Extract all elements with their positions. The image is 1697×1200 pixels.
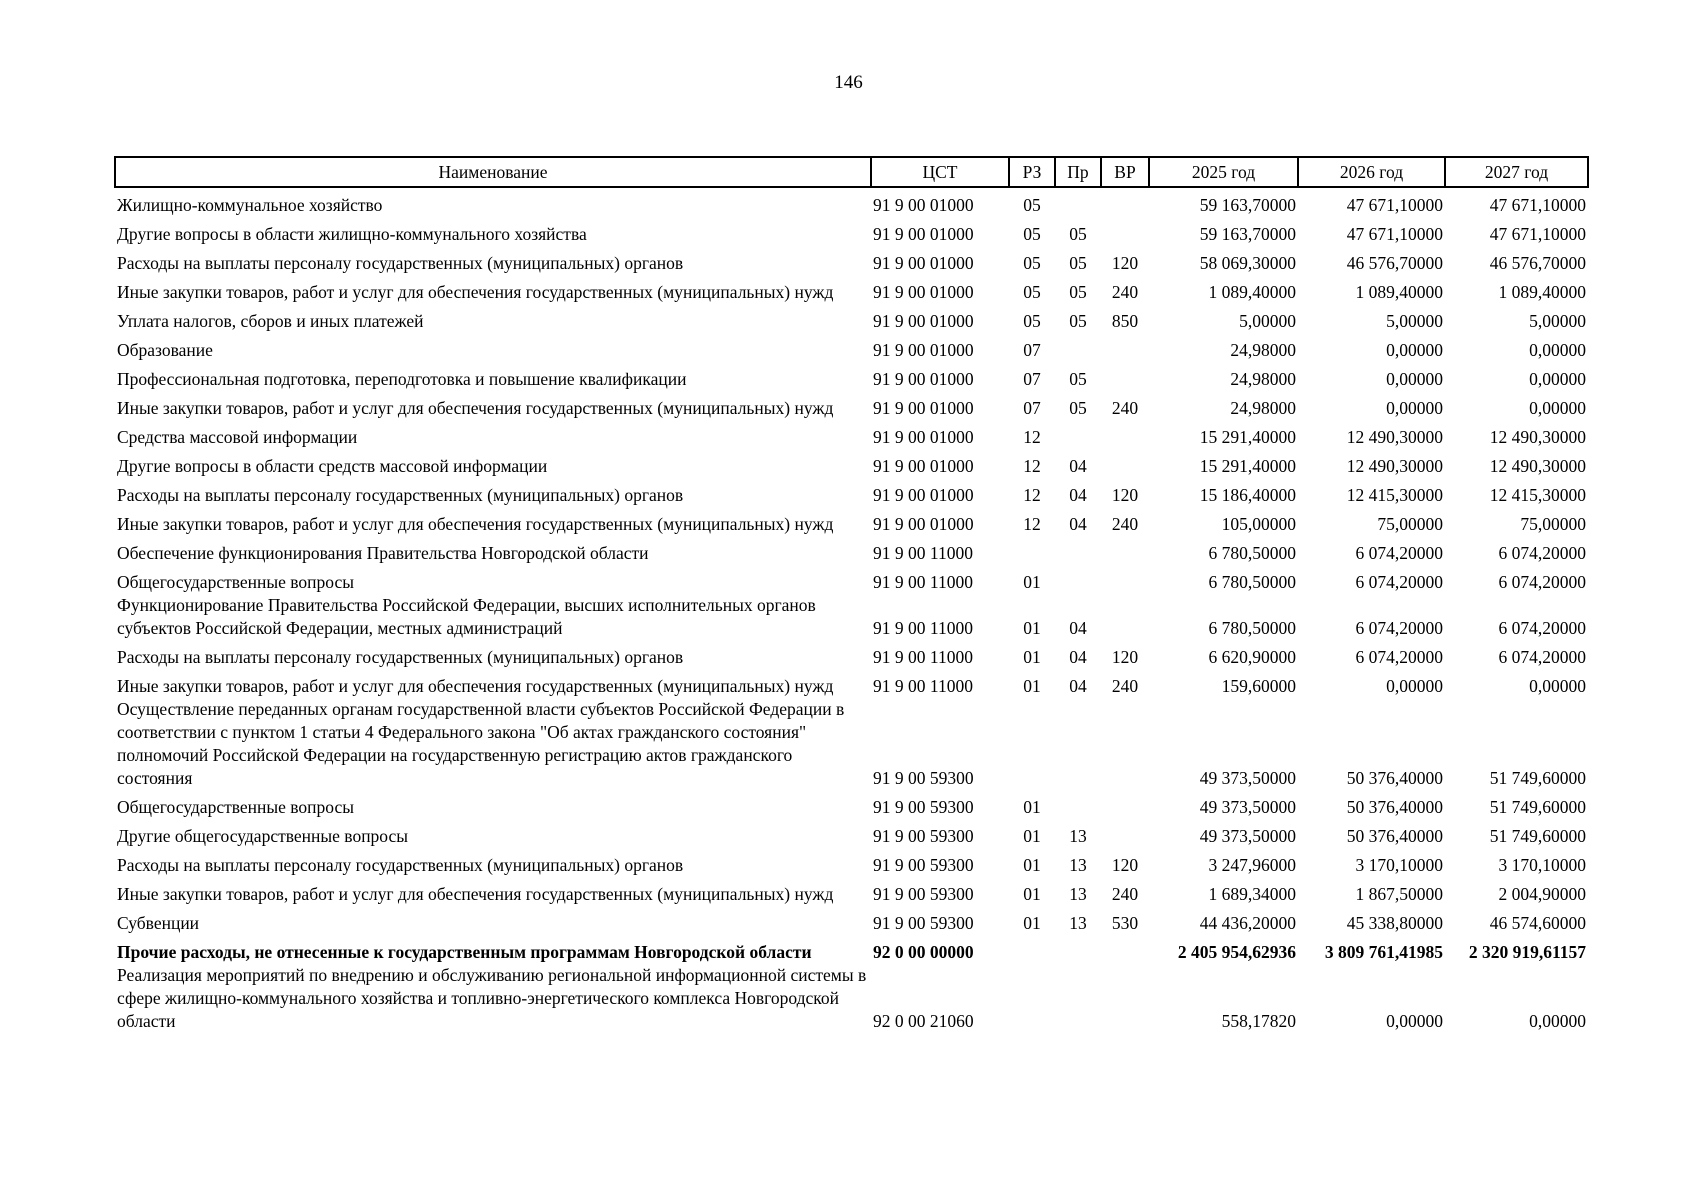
row-pr-cell xyxy=(1055,187,1101,217)
row-vr-cell xyxy=(1101,333,1149,362)
row-cst-cell: 91 9 00 01000 xyxy=(873,427,974,447)
row-2026-cell: 47 671,10000 xyxy=(1346,195,1443,215)
row-2027-cell: 51 749,60000 xyxy=(1489,768,1586,788)
row-2025-cell: 15 186,40000 xyxy=(1199,485,1296,505)
row-2027-cell: 12 415,30000 xyxy=(1489,485,1586,505)
row-cst-cell: 91 9 00 01000 xyxy=(873,195,974,215)
row-vr-cell: 120 xyxy=(1111,253,1139,273)
row-pr-cell: 05 xyxy=(1069,398,1087,418)
row-rz-cell: 01 xyxy=(1023,855,1041,875)
row-name-cell: Иные закупки товаров, работ и услуг для обеспечения государственных (муниципальных) нужд xyxy=(117,514,834,534)
row-2025-cell: 49 373,50000 xyxy=(1199,826,1296,846)
row-rz-cell: 01 xyxy=(1023,826,1041,846)
row-2027-cell: 47 671,10000 xyxy=(1489,195,1586,215)
row-rz-cell: 05 xyxy=(1023,195,1041,215)
row-pr-cell: 13 xyxy=(1069,826,1087,846)
table-row xyxy=(115,536,1588,565)
row-rz-cell: 12 xyxy=(1023,485,1041,505)
row-rz-cell: 01 xyxy=(1023,884,1041,904)
row-cst-cell: 91 9 00 59300 xyxy=(873,768,974,788)
row-pr-cell: 04 xyxy=(1069,618,1087,638)
row-2026-cell: 46 576,70000 xyxy=(1346,253,1443,273)
row-cst-cell: 91 9 00 59300 xyxy=(873,913,974,933)
row-2026-cell: 12 415,30000 xyxy=(1346,485,1443,505)
row-2026-cell: 50 376,40000 xyxy=(1346,797,1443,817)
table-row xyxy=(115,640,1588,669)
row-pr-cell: 05 xyxy=(1069,253,1087,273)
row-cst-cell: 91 9 00 01000 xyxy=(873,311,974,331)
table-row xyxy=(115,964,1588,1033)
budget-table xyxy=(114,156,1589,1033)
row-rz-cell: 01 xyxy=(1023,572,1041,592)
row-name-cell: Функционирование Правительства Российской Федерации, высших исполнительных органов субъектов Российской Федерации, местных администраций xyxy=(117,595,816,638)
row-2027-cell: 12 490,30000 xyxy=(1489,427,1586,447)
row-name-cell: Другие вопросы в области средств массовой информации xyxy=(117,456,548,476)
row-2026-cell: 12 490,30000 xyxy=(1346,427,1443,447)
row-name-cell: Другие общегосударственные вопросы xyxy=(117,826,409,846)
table-row xyxy=(115,565,1588,594)
row-name-cell: Прочие расходы, не отнесенные к государственным программам Новгородской области xyxy=(117,942,812,962)
row-rz-cell: 01 xyxy=(1023,913,1041,933)
row-rz-cell xyxy=(1009,698,1055,790)
row-2025-cell: 105,00000 xyxy=(1221,514,1296,534)
table-row xyxy=(115,848,1588,877)
row-2027-cell: 47 671,10000 xyxy=(1489,224,1586,244)
row-name-cell: Иные закупки товаров, работ и услуг для обеспечения государственных (муниципальных) нужд xyxy=(117,282,834,302)
row-2027-cell: 0,00000 xyxy=(1529,676,1586,696)
row-2025-cell: 3 247,96000 xyxy=(1208,855,1296,875)
row-name-cell: Уплата налогов, сборов и иных платежей xyxy=(117,311,424,331)
row-vr-cell: 240 xyxy=(1111,676,1139,696)
row-2027-cell: 46 576,70000 xyxy=(1489,253,1586,273)
row-cst-cell: 91 9 00 01000 xyxy=(873,224,974,244)
row-pr-cell: 04 xyxy=(1069,676,1087,696)
row-pr-cell: 04 xyxy=(1069,485,1087,505)
row-vr-cell: 850 xyxy=(1111,311,1139,331)
row-name-cell: Общегосударственные вопросы xyxy=(117,797,355,817)
row-name-cell: Расходы на выплаты персоналу государственных (муниципальных) органов xyxy=(117,485,684,505)
table-row xyxy=(115,333,1588,362)
row-cst-cell: 91 9 00 01000 xyxy=(873,514,974,534)
row-vr-cell xyxy=(1101,964,1149,1033)
row-pr-cell: 05 xyxy=(1069,311,1087,331)
table-row xyxy=(115,362,1588,391)
row-cst-cell: 91 9 00 01000 xyxy=(873,456,974,476)
row-2025-cell: 1 689,34000 xyxy=(1208,884,1296,904)
row-cst-cell: 91 9 00 01000 xyxy=(873,369,974,389)
row-cst-cell: 91 9 00 01000 xyxy=(873,398,974,418)
column-header-name: Наименование xyxy=(115,157,871,187)
row-2027-cell: 51 749,60000 xyxy=(1489,797,1586,817)
row-vr-cell: 120 xyxy=(1111,485,1139,505)
row-2027-cell: 51 749,60000 xyxy=(1489,826,1586,846)
row-2027-cell: 0,00000 xyxy=(1529,340,1586,360)
row-vr-cell xyxy=(1101,362,1149,391)
table-row xyxy=(115,594,1588,640)
row-name-cell: Иные закупки товаров, работ и услуг для обеспечения государственных (муниципальных) нужд xyxy=(117,676,834,696)
row-name-cell: Иные закупки товаров, работ и услуг для обеспечения государственных (муниципальных) нужд xyxy=(117,398,834,418)
row-cst-cell: 92 0 00 00000 xyxy=(873,942,974,962)
row-2026-cell: 12 490,30000 xyxy=(1346,456,1443,476)
row-2025-cell: 2 405 954,62936 xyxy=(1177,942,1296,962)
row-rz-cell: 05 xyxy=(1023,253,1041,273)
row-cst-cell: 91 9 00 11000 xyxy=(873,618,973,638)
row-2025-cell: 24,98000 xyxy=(1230,340,1296,360)
row-name-cell: Субвенции xyxy=(117,913,200,933)
row-name-cell: Средства массовой информации xyxy=(117,427,358,447)
row-vr-cell: 530 xyxy=(1111,913,1139,933)
row-cst-cell: 91 9 00 01000 xyxy=(873,282,974,302)
table-row xyxy=(115,507,1588,536)
column-header-pr: Пр xyxy=(1055,157,1101,187)
row-cst-cell: 91 9 00 59300 xyxy=(873,855,974,875)
row-2026-cell: 3 809 761,41985 xyxy=(1324,942,1443,962)
column-header-rz: РЗ xyxy=(1009,157,1055,187)
row-2025-cell: 59 163,70000 xyxy=(1199,195,1296,215)
row-2025-cell: 5,00000 xyxy=(1239,311,1296,331)
row-name-cell: Другие вопросы в области жилищно-коммунального хозяйства xyxy=(117,224,587,244)
row-cst-cell: 91 9 00 59300 xyxy=(873,797,974,817)
table-row xyxy=(115,698,1588,790)
row-vr-cell xyxy=(1101,420,1149,449)
table-row xyxy=(115,819,1588,848)
row-2026-cell: 0,00000 xyxy=(1386,1011,1443,1031)
row-pr-cell: 05 xyxy=(1069,224,1087,244)
row-2027-cell: 3 170,10000 xyxy=(1498,855,1586,875)
table-row xyxy=(115,420,1588,449)
row-2026-cell: 0,00000 xyxy=(1386,676,1443,696)
column-header-2027: 2027 год xyxy=(1445,157,1588,187)
row-name-cell: Жилищно-коммунальное хозяйство xyxy=(117,195,383,215)
row-cst-cell: 91 9 00 59300 xyxy=(873,884,974,904)
row-2027-cell: 0,00000 xyxy=(1529,369,1586,389)
row-2025-cell: 44 436,20000 xyxy=(1199,913,1296,933)
row-2026-cell: 3 170,10000 xyxy=(1355,855,1443,875)
row-pr-cell xyxy=(1055,536,1101,565)
row-2027-cell: 5,00000 xyxy=(1529,311,1586,331)
row-vr-cell xyxy=(1101,536,1149,565)
row-2025-cell: 1 089,40000 xyxy=(1208,282,1296,302)
row-2025-cell: 24,98000 xyxy=(1230,369,1296,389)
row-2026-cell: 75,00000 xyxy=(1377,514,1443,534)
row-pr-cell: 05 xyxy=(1069,369,1087,389)
row-pr-cell xyxy=(1055,333,1101,362)
row-rz-cell: 01 xyxy=(1023,676,1041,696)
row-cst-cell: 91 9 00 11000 xyxy=(873,676,973,696)
row-vr-cell: 120 xyxy=(1111,855,1139,875)
row-2026-cell: 0,00000 xyxy=(1386,340,1443,360)
row-2027-cell: 6 074,20000 xyxy=(1498,572,1586,592)
row-2026-cell: 50 376,40000 xyxy=(1346,826,1443,846)
row-2026-cell: 6 074,20000 xyxy=(1355,618,1443,638)
row-2027-cell: 6 074,20000 xyxy=(1498,543,1586,563)
table-row xyxy=(115,275,1588,304)
row-pr-cell: 04 xyxy=(1069,647,1087,667)
row-rz-cell xyxy=(1009,935,1055,964)
row-cst-cell: 91 9 00 11000 xyxy=(873,543,973,563)
row-2025-cell: 24,98000 xyxy=(1230,398,1296,418)
row-2027-cell: 6 074,20000 xyxy=(1498,647,1586,667)
row-vr-cell xyxy=(1101,449,1149,478)
row-2027-cell: 0,00000 xyxy=(1529,1011,1586,1031)
row-2025-cell: 6 620,90000 xyxy=(1208,647,1296,667)
row-pr-cell: 13 xyxy=(1069,855,1087,875)
row-vr-cell: 240 xyxy=(1111,514,1139,534)
row-2025-cell: 49 373,50000 xyxy=(1199,768,1296,788)
column-header-vr: ВР xyxy=(1101,157,1149,187)
row-2026-cell: 5,00000 xyxy=(1386,311,1443,331)
row-2026-cell: 6 074,20000 xyxy=(1355,572,1443,592)
row-rz-cell xyxy=(1009,964,1055,1033)
row-rz-cell: 01 xyxy=(1023,797,1041,817)
row-2026-cell: 6 074,20000 xyxy=(1355,647,1443,667)
row-2026-cell: 0,00000 xyxy=(1386,369,1443,389)
table-body xyxy=(115,187,1588,1033)
row-vr-cell xyxy=(1101,565,1149,594)
table-header-row xyxy=(115,157,1588,187)
row-cst-cell: 91 9 00 11000 xyxy=(873,572,973,592)
row-name-cell: Реализация мероприятий по внедрению и обслуживанию региональной информационной системы в сфере жилищно-коммунального хозяйства и топливно-энергетического комплекса Новгородской области xyxy=(117,965,867,1031)
table-row xyxy=(115,391,1588,420)
row-2027-cell: 1 089,40000 xyxy=(1498,282,1586,302)
row-rz-cell: 12 xyxy=(1023,456,1041,476)
row-pr-cell: 13 xyxy=(1069,913,1087,933)
row-vr-cell xyxy=(1101,935,1149,964)
row-vr-cell: 240 xyxy=(1111,282,1139,302)
row-2027-cell: 75,00000 xyxy=(1520,514,1586,534)
row-cst-cell: 91 9 00 11000 xyxy=(873,647,973,667)
row-vr-cell xyxy=(1101,790,1149,819)
row-2026-cell: 0,00000 xyxy=(1386,398,1443,418)
column-header-2025: 2025 год xyxy=(1149,157,1298,187)
row-pr-cell xyxy=(1055,698,1101,790)
row-vr-cell: 120 xyxy=(1111,647,1139,667)
row-name-cell: Иные закупки товаров, работ и услуг для обеспечения государственных (муниципальных) нужд xyxy=(117,884,834,904)
row-rz-cell: 05 xyxy=(1023,282,1041,302)
row-vr-cell xyxy=(1101,594,1149,640)
row-rz-cell: 12 xyxy=(1023,427,1041,447)
row-rz-cell: 05 xyxy=(1023,224,1041,244)
row-vr-cell xyxy=(1101,698,1149,790)
row-pr-cell xyxy=(1055,964,1101,1033)
row-name-cell: Общегосударственные вопросы xyxy=(117,572,355,592)
row-cst-cell: 91 9 00 59300 xyxy=(873,826,974,846)
row-name-cell: Профессиональная подготовка, переподготовка и повышение квалификации xyxy=(117,369,687,389)
row-2026-cell: 47 671,10000 xyxy=(1346,224,1443,244)
row-2027-cell: 12 490,30000 xyxy=(1489,456,1586,476)
row-rz-cell: 05 xyxy=(1023,311,1041,331)
row-name-cell: Обеспечение функционирования Правительства Новгородской области xyxy=(117,543,649,563)
table-row xyxy=(115,449,1588,478)
row-rz-cell: 01 xyxy=(1023,647,1041,667)
table-row xyxy=(115,935,1588,964)
row-cst-cell: 91 9 00 01000 xyxy=(873,253,974,273)
row-rz-cell: 01 xyxy=(1023,618,1041,638)
row-2025-cell: 59 163,70000 xyxy=(1199,224,1296,244)
table-row xyxy=(115,790,1588,819)
table-row xyxy=(115,877,1588,906)
row-2025-cell: 15 291,40000 xyxy=(1199,427,1296,447)
row-2025-cell: 6 780,50000 xyxy=(1208,543,1296,563)
row-name-cell: Расходы на выплаты персоналу государственных (муниципальных) органов xyxy=(117,253,684,273)
row-pr-cell: 04 xyxy=(1069,514,1087,534)
row-2025-cell: 6 780,50000 xyxy=(1208,618,1296,638)
row-2026-cell: 1 867,50000 xyxy=(1355,884,1443,904)
row-2025-cell: 159,60000 xyxy=(1221,676,1296,696)
row-vr-cell: 240 xyxy=(1111,884,1139,904)
table-row xyxy=(115,906,1588,935)
table-row xyxy=(115,669,1588,698)
row-name-cell: Расходы на выплаты персоналу государственных (муниципальных) органов xyxy=(117,855,684,875)
row-2026-cell: 6 074,20000 xyxy=(1355,543,1443,563)
row-2027-cell: 0,00000 xyxy=(1529,398,1586,418)
row-2026-cell: 1 089,40000 xyxy=(1355,282,1443,302)
row-pr-cell xyxy=(1055,935,1101,964)
row-pr-cell xyxy=(1055,565,1101,594)
row-rz-cell: 07 xyxy=(1023,398,1041,418)
row-rz-cell: 07 xyxy=(1023,369,1041,389)
row-pr-cell: 13 xyxy=(1069,884,1087,904)
row-2025-cell: 558,17820 xyxy=(1221,1011,1296,1031)
row-pr-cell: 05 xyxy=(1069,282,1087,302)
row-pr-cell: 04 xyxy=(1069,456,1087,476)
table-row xyxy=(115,478,1588,507)
row-cst-cell: 92 0 00 21060 xyxy=(873,1011,974,1031)
table-row xyxy=(115,217,1588,246)
column-header-cst: ЦСТ xyxy=(871,157,1009,187)
row-rz-cell: 07 xyxy=(1023,340,1041,360)
row-cst-cell: 91 9 00 01000 xyxy=(873,485,974,505)
column-header-2026: 2026 год xyxy=(1298,157,1445,187)
row-2027-cell: 2 320 919,61157 xyxy=(1468,942,1586,962)
row-2025-cell: 58 069,30000 xyxy=(1199,253,1296,273)
table-row xyxy=(115,304,1588,333)
row-2027-cell: 2 004,90000 xyxy=(1498,884,1586,904)
row-name-cell: Осуществление переданных органам государственной власти субъектов Российской Федерации в соответствии с пунктом 1 статьи 4 Федерального закона "Об актах гражданского состояния" полномочий Российской Федерации на государственную регистрацию актов гражданского состояния xyxy=(117,699,845,788)
table-row xyxy=(115,187,1588,217)
row-vr-cell xyxy=(1101,187,1149,217)
row-vr-cell xyxy=(1101,217,1149,246)
row-rz-cell xyxy=(1009,536,1055,565)
row-name-cell: Образование xyxy=(117,340,213,360)
row-2026-cell: 50 376,40000 xyxy=(1346,768,1443,788)
page-number: 146 xyxy=(834,72,863,93)
row-2025-cell: 15 291,40000 xyxy=(1199,456,1296,476)
row-name-cell: Расходы на выплаты персоналу государственных (муниципальных) органов xyxy=(117,647,684,667)
row-2027-cell: 46 574,60000 xyxy=(1489,913,1586,933)
row-pr-cell xyxy=(1055,790,1101,819)
row-rz-cell: 12 xyxy=(1023,514,1041,534)
row-pr-cell xyxy=(1055,420,1101,449)
row-2025-cell: 49 373,50000 xyxy=(1199,797,1296,817)
row-2027-cell: 6 074,20000 xyxy=(1498,618,1586,638)
row-2025-cell: 6 780,50000 xyxy=(1208,572,1296,592)
row-cst-cell: 91 9 00 01000 xyxy=(873,340,974,360)
table-row xyxy=(115,246,1588,275)
row-vr-cell: 240 xyxy=(1111,398,1139,418)
row-2026-cell: 45 338,80000 xyxy=(1346,913,1443,933)
row-vr-cell xyxy=(1101,819,1149,848)
